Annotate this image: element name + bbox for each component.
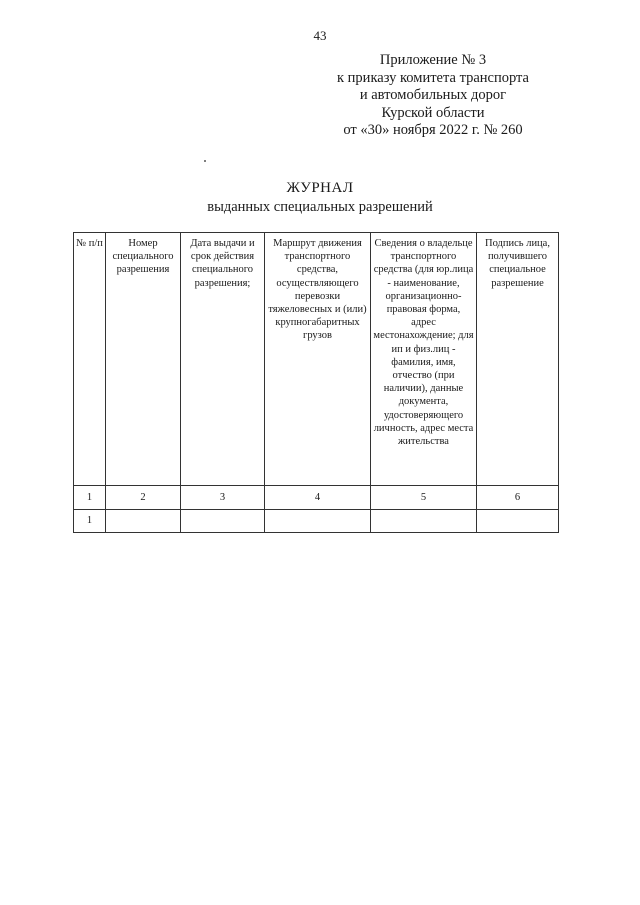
table-cell-route (265, 510, 371, 533)
column-number-cell: 3 (181, 486, 265, 510)
column-header-permit-number-label: Номер специального разрешения (112, 238, 174, 276)
appendix-line-2: к приказу комитета транспорта (337, 69, 529, 86)
column-header-route (265, 233, 371, 486)
page-number: 43 (313, 28, 327, 43)
table-cell-number: 1 (74, 510, 106, 533)
column-number-cell: 5 (371, 486, 477, 510)
table-cell-permit-number (106, 510, 181, 533)
column-number-cell: 1 (74, 486, 106, 510)
column-header-signature-label: Подпись лица, получившего специальное разрешение (485, 238, 550, 289)
column-header-issue-date-label: Дата выдачи и срок действия специального разрешения; (190, 238, 255, 289)
appendix-header (318, 52, 548, 140)
column-number-cell: 2 (106, 486, 181, 510)
column-number-cell: 6 (477, 486, 559, 510)
column-header-permit-number (106, 233, 181, 486)
column-number-row (74, 486, 559, 510)
journal-subtitle: выданных специальных разрешений (207, 199, 433, 215)
column-header-signature (477, 233, 559, 486)
column-header-number-label: № п/п (76, 238, 103, 249)
table-header-row (74, 233, 559, 486)
appendix-line-3: и автомобильных дорог (359, 87, 507, 103)
column-header-issue-date (181, 233, 265, 486)
journal-title: ЖУРНАЛ (286, 180, 354, 196)
appendix-line-4: Курской области (381, 104, 485, 121)
journal-table (73, 232, 559, 533)
column-header-route-label: Маршрут движения транспортного средства, осуществляющего перевозки тяжеловесных и (или) крупногабаритных грузов (268, 238, 367, 342)
table-row (74, 510, 559, 533)
column-number-cell: 4 (265, 486, 371, 510)
table-cell-owner-info (371, 510, 477, 533)
column-header-number (74, 233, 106, 486)
scan-speck (204, 160, 206, 162)
table-cell-signature (477, 510, 559, 533)
column-header-owner-info (371, 233, 477, 486)
table-cell-issue-date (181, 510, 265, 533)
column-header-owner-info-label: Сведения о владельце транспортного средства (для юр.лица - наименование, организационно-правовая форма, адрес местонахождение; для ип и физ.лиц - фамилия, имя, отчество (при наличии), данные документа, удостоверяющего личность, адрес места жительства (373, 238, 474, 448)
appendix-line-5: от «30» ноября 2022 г. № 260 (343, 122, 523, 138)
appendix-line-1: Приложение № 3 (379, 52, 487, 68)
